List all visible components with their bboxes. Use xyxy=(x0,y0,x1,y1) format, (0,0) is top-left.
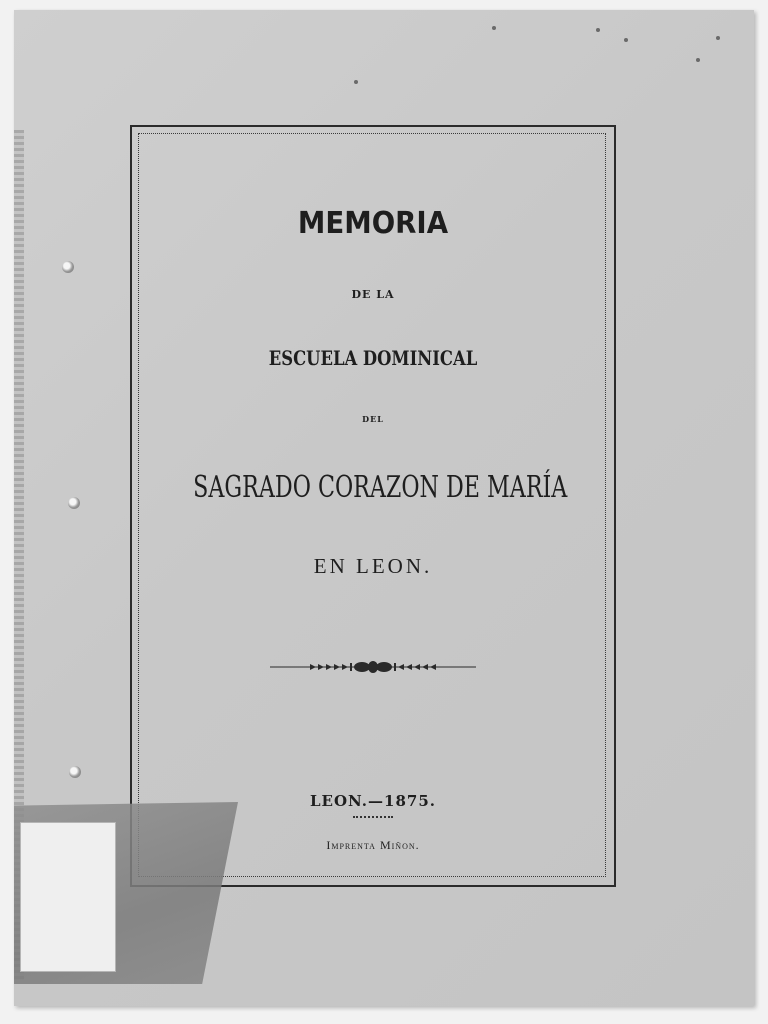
imprint-place-year: LEON.—1875. xyxy=(310,792,436,810)
title-frame-inner xyxy=(138,133,606,877)
punch-hole xyxy=(68,497,80,509)
paper-speck xyxy=(624,38,628,42)
subtitle-de-la: DE LA xyxy=(351,288,395,301)
library-label xyxy=(20,822,116,972)
imprint-divider xyxy=(353,816,393,818)
subtitle-en-leon: EN LEON. xyxy=(313,554,433,578)
title-memoria: MEMORIA xyxy=(297,206,449,241)
paper-speck xyxy=(492,26,496,30)
punch-hole xyxy=(62,261,74,273)
subtitle-del: DEL xyxy=(362,414,384,424)
imprint-printer: Imprenta Miñon. xyxy=(326,838,420,852)
punch-hole xyxy=(69,766,81,778)
paper-speck xyxy=(354,80,358,84)
paper-speck xyxy=(716,36,720,40)
subtitle-escuela-dominical: ESCUELA DOMINICAL xyxy=(268,346,478,370)
ornament-rule xyxy=(270,660,476,674)
paper-speck xyxy=(596,28,600,32)
subtitle-sagrado-corazon: SAGRADO CORAZON DE MARÍA xyxy=(193,470,568,505)
paper-speck xyxy=(696,58,700,62)
